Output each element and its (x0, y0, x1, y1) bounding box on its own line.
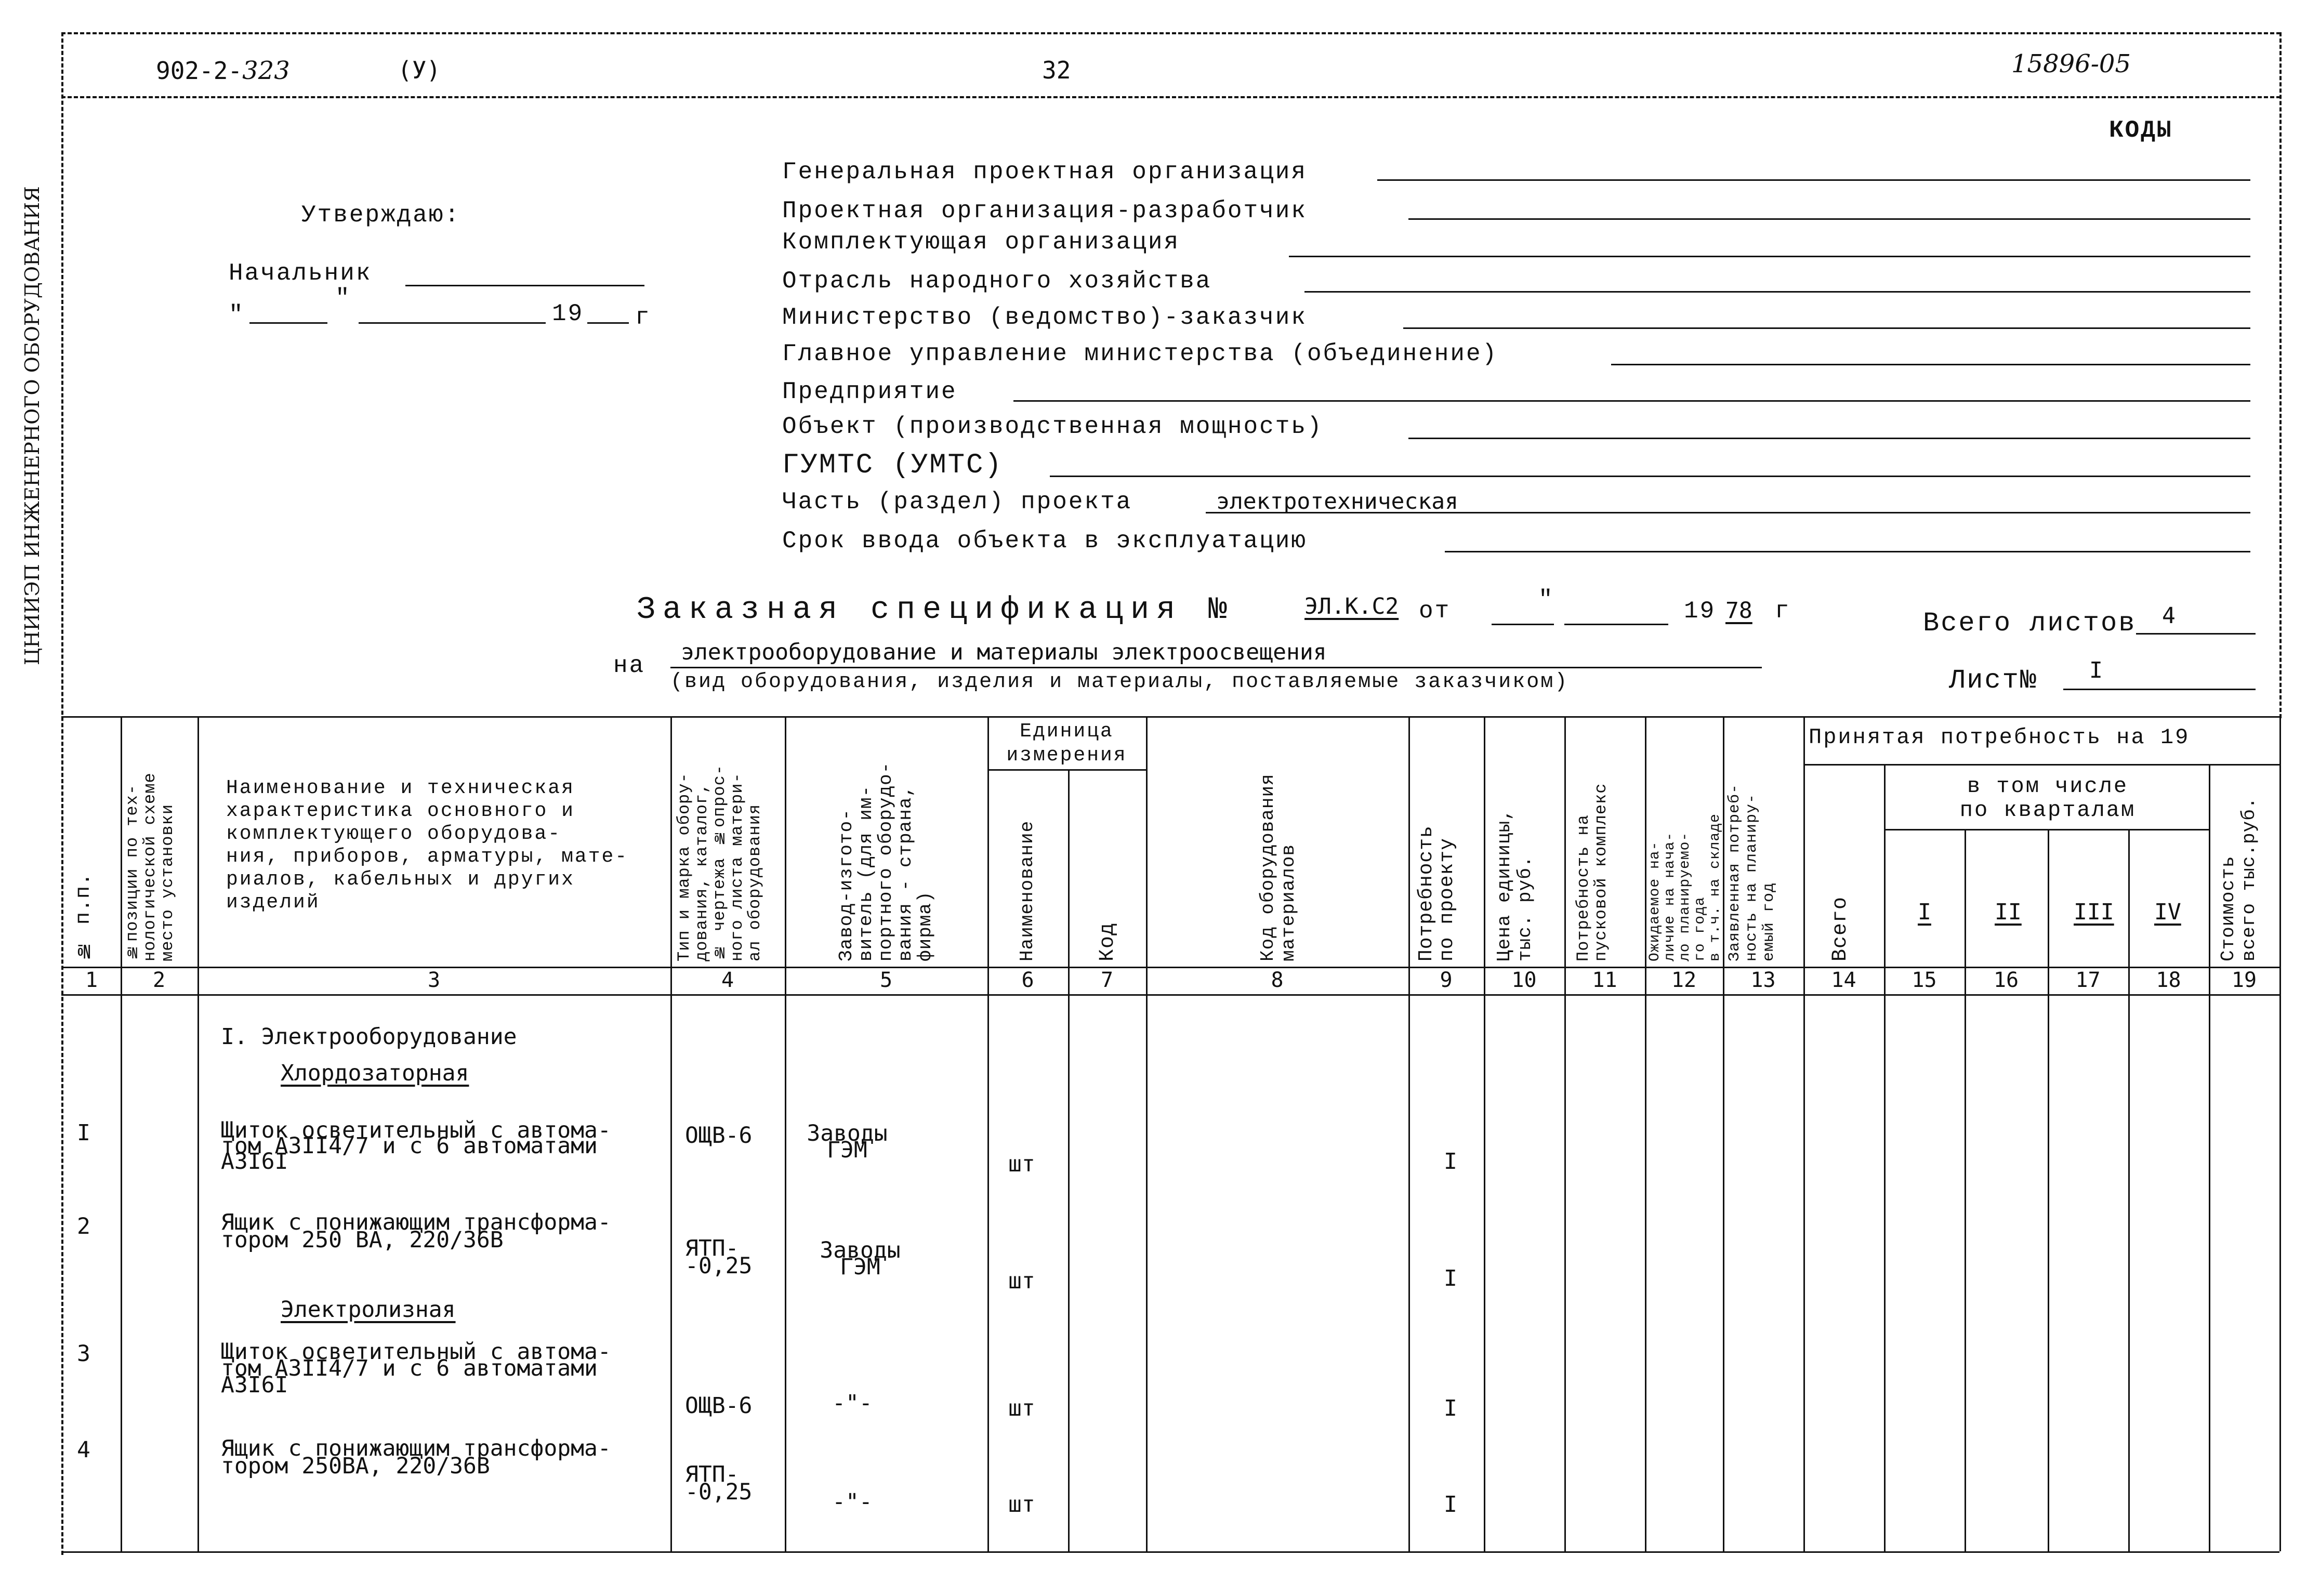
row-unit: шт (1008, 1151, 1035, 1177)
header-quarters-group: в том числе по кварталам (1959, 774, 2136, 823)
section-title: I. Электрооборудование (221, 1024, 517, 1050)
row-type: ОЩВ-6 (685, 1393, 753, 1419)
org-field-developer: Проектная организация-разработчик (782, 197, 1307, 225)
frame-right (2279, 32, 2282, 718)
row-name: Щиток осветительный с автома- том А3II4/7 и с 6 автоматами А3I6I (221, 1117, 611, 1175)
approval-day-line (249, 322, 327, 324)
subsection-chlorination: Хлордозаторная (281, 1060, 469, 1086)
column-number: 1 (85, 968, 98, 992)
row-quantity: I (1444, 1395, 1457, 1421)
header-unit-group: Единица измерения (1006, 720, 1127, 767)
row-type: ЯТП- -0,25 (685, 1461, 753, 1505)
row-number: 2 (77, 1214, 90, 1239)
org-field-supplier: Комплектующая организация (782, 229, 1180, 256)
col-border (1484, 716, 1485, 1551)
column-number: 5 (879, 968, 893, 992)
header-total-cost: Стоимость всего тыс.руб. (2218, 797, 2260, 961)
approval-year-prefix: 19 (552, 300, 584, 327)
approval-year-line (587, 322, 629, 324)
col-border (1803, 716, 1805, 1551)
spec-from: от (1419, 598, 1451, 625)
header-startup-need: Потребность на пусковой комплекс (1574, 783, 1611, 961)
header-unit-name: Наименование (1017, 820, 1038, 961)
header-unit-price: Цена единицы, тыс. руб. (1494, 809, 1536, 961)
row-quantity: I (1444, 1492, 1457, 1518)
col-border (2128, 829, 2130, 1551)
sheet-line (2063, 689, 2256, 690)
codes-label: КОДЫ (2109, 117, 2173, 144)
row-number: 3 (77, 1341, 90, 1367)
org-field-line (1611, 364, 2250, 365)
org-field-ministry: Министерство (ведомство)-заказчик (782, 304, 1307, 331)
frame-top (61, 32, 2281, 34)
total-sheets-label: Всего листов (1923, 608, 2137, 639)
spec-subject-hint: (вид оборудования, изделия и материалы, поставляемые заказчиком) (670, 670, 1569, 694)
spec-subject: электрооборудование и материалы электроосвещения (681, 639, 1327, 665)
header-q4: IV (2154, 899, 2181, 925)
frame-left (61, 32, 63, 1555)
approval-year-suffix: г (635, 304, 651, 331)
column-number: 4 (721, 968, 734, 992)
approval-heading: Утверждаю: (301, 202, 461, 229)
header-name: Наименование и техническая характеристика основного и комплектующего оборудова- ния, приборов, арматуры, мате- риалов, кабельных и других изделий (226, 777, 629, 914)
col-border (987, 716, 989, 1551)
quarters-group-divider (1884, 829, 2209, 830)
col-border (1965, 829, 1966, 1551)
header-accepted-group: Принятая потребность на 19 (1809, 725, 2190, 750)
org-field-industry: Отрасль народного хозяйства (782, 268, 1212, 295)
spec-month-line (1564, 624, 1668, 625)
header-position: №позиции по тех- нологической схеме место установки (123, 772, 177, 961)
frame-title-separator (61, 96, 2281, 98)
org-field-line (1013, 400, 2250, 402)
header-num: № п.п. (72, 872, 96, 961)
row-number: 4 (77, 1437, 90, 1463)
document-code-suffix: (У) (398, 56, 441, 84)
approval-date-quote: " (335, 285, 351, 312)
header-unit-code: Код (1096, 922, 1119, 961)
org-field-project-part-value: электротехническая (1216, 489, 1458, 515)
table-top (61, 716, 2279, 718)
row-maker: -"- (832, 1489, 873, 1515)
total-sheets-line (2136, 633, 2256, 635)
col-border (197, 716, 199, 1551)
approval-month-line (359, 322, 546, 324)
row-type: ОЩВ-6 (685, 1123, 753, 1149)
col-border (785, 716, 786, 1551)
column-number: 12 (1671, 968, 1697, 992)
unit-group-divider (987, 769, 1146, 771)
column-number: 15 (1912, 968, 1937, 992)
column-number: 2 (152, 968, 166, 992)
row-quantity: I (1444, 1149, 1457, 1175)
column-number: 19 (2231, 968, 2257, 992)
side-organization-label: ЦНИИЭП ИНЖЕНЕРНОГО ОБОРУДОВАНИЯ (21, 186, 44, 665)
org-field-project-part: Часть (раздел) проекта (782, 489, 1132, 516)
org-field-general-designer: Генеральная проектная организация (782, 159, 1307, 186)
archive-number: 15896-05 (2011, 49, 2131, 78)
org-field-line (1050, 476, 2250, 477)
org-field-main-directorate: Главное управление министерства (объединение) (782, 340, 1498, 367)
spec-year: 78 (1725, 598, 1752, 624)
org-field-gumts: ГУМТС (УМТС) (782, 450, 1003, 481)
document-code: 902-2-323 (156, 56, 290, 85)
header-equipment-code: Код оборудования материалов (1257, 773, 1299, 961)
header-q3: III (2074, 899, 2114, 925)
spec-number: ЭЛ.К.С2 (1304, 593, 1399, 619)
total-sheets-value: 4 (2162, 603, 2176, 629)
row-maker: -"- (832, 1390, 873, 1416)
col-border (1884, 764, 1886, 1551)
header-q1: I (1918, 899, 1931, 925)
org-field-line (1408, 438, 2250, 439)
spec-subject-line (670, 667, 1762, 668)
row-quantity: I (1444, 1265, 1457, 1291)
column-number: 18 (2156, 968, 2181, 992)
column-number: 9 (1440, 968, 1453, 992)
col-border (1408, 716, 1410, 1551)
row-name: Ящик с понижающим трансформа- тором 250 ВА, 220/36В (221, 1209, 611, 1253)
row-maker: Заводы ГЭМ (820, 1237, 901, 1280)
column-number: 13 (1750, 968, 1776, 992)
org-field-line (1289, 256, 2250, 257)
header-declared-need: Заявленная потреб- ность на планиру- емый год (1726, 783, 1778, 961)
page-number: 32 (1042, 56, 1071, 84)
col-border (1068, 769, 1070, 1551)
header-need-by-project: Потребность по проекту (1415, 825, 1458, 961)
column-number: 3 (427, 968, 441, 992)
header-maker: Завод-изгото- витель (для им- портного оборудо- вания - страна, фирма) (836, 761, 936, 961)
column-number: 16 (1993, 968, 2019, 992)
org-field-line (1408, 218, 2250, 220)
spec-quote: " (1538, 586, 1554, 613)
column-number: 11 (1592, 968, 1617, 992)
subsection-electrolysis: Электролизная (281, 1297, 456, 1323)
header-total: Всего (1829, 896, 1852, 961)
col-border (670, 716, 672, 1551)
row-unit: шт (1008, 1268, 1035, 1294)
table-bottom (61, 1551, 2279, 1553)
row-type: ЯТП- -0,25 (685, 1235, 753, 1279)
col-border (121, 716, 122, 1551)
spec-title: Заказная спецификация № (637, 592, 1235, 628)
sheet-value: I (2089, 657, 2103, 683)
chief-label: Начальник (229, 260, 372, 287)
spec-year-prefix: 19 (1684, 598, 1716, 625)
row-unit: шт (1008, 1395, 1035, 1421)
org-field-line (1206, 512, 2250, 513)
header-expected-stock: Ожидаемое на- личие на нача- ло планируемо- го года в т.ч. на складе (1647, 813, 1723, 961)
sheet-label: Лист№ (1949, 665, 2038, 696)
column-number: 17 (2075, 968, 2101, 992)
org-field-line (1403, 327, 2250, 329)
spec-year-suffix: г (1775, 598, 1791, 625)
column-number: 10 (1511, 968, 1537, 992)
column-number: 14 (1831, 968, 1856, 992)
column-number: 6 (1021, 968, 1034, 992)
col-border (1146, 716, 1148, 1551)
org-field-enterprise: Предприятие (782, 378, 957, 405)
col-border (1564, 716, 1566, 1551)
org-field-line (1304, 291, 2250, 293)
row-name: Ящик с понижающим трансформа- тором 250ВА, 220/36В (221, 1435, 611, 1479)
row-unit: шт (1008, 1492, 1035, 1518)
header-q2: II (1995, 899, 2022, 925)
spec-day-line (1492, 624, 1554, 625)
org-field-line (1445, 551, 2250, 552)
col-border (2209, 764, 2210, 1551)
org-field-line (1377, 179, 2250, 181)
row-maker: Заводы ГЭМ (807, 1120, 888, 1163)
header-type: Тип и марка обору- дования, каталог, № чертежа №опрос- ного листа матери- ал оборудования (675, 764, 764, 961)
org-field-object: Объект (производственная мощность) (782, 413, 1323, 440)
col-border (1645, 716, 1646, 1551)
spec-on: на (613, 652, 645, 679)
col-border (2279, 716, 2281, 1551)
column-number: 7 (1100, 968, 1114, 992)
accepted-group-divider (1803, 764, 2279, 766)
row-name: Щиток осветительный с автома- том А3II4/7 и с 6 автоматами А3I6I (221, 1339, 611, 1398)
column-number: 8 (1271, 968, 1284, 992)
row-number: I (77, 1120, 90, 1146)
table-colnum-bottom (61, 994, 2279, 996)
org-field-commissioning-date: Срок ввода объекта в эксплуатацию (782, 527, 1307, 555)
chief-signature-line (405, 285, 644, 286)
approval-date-open-quote: " (229, 301, 245, 328)
col-border (2048, 829, 2049, 1551)
